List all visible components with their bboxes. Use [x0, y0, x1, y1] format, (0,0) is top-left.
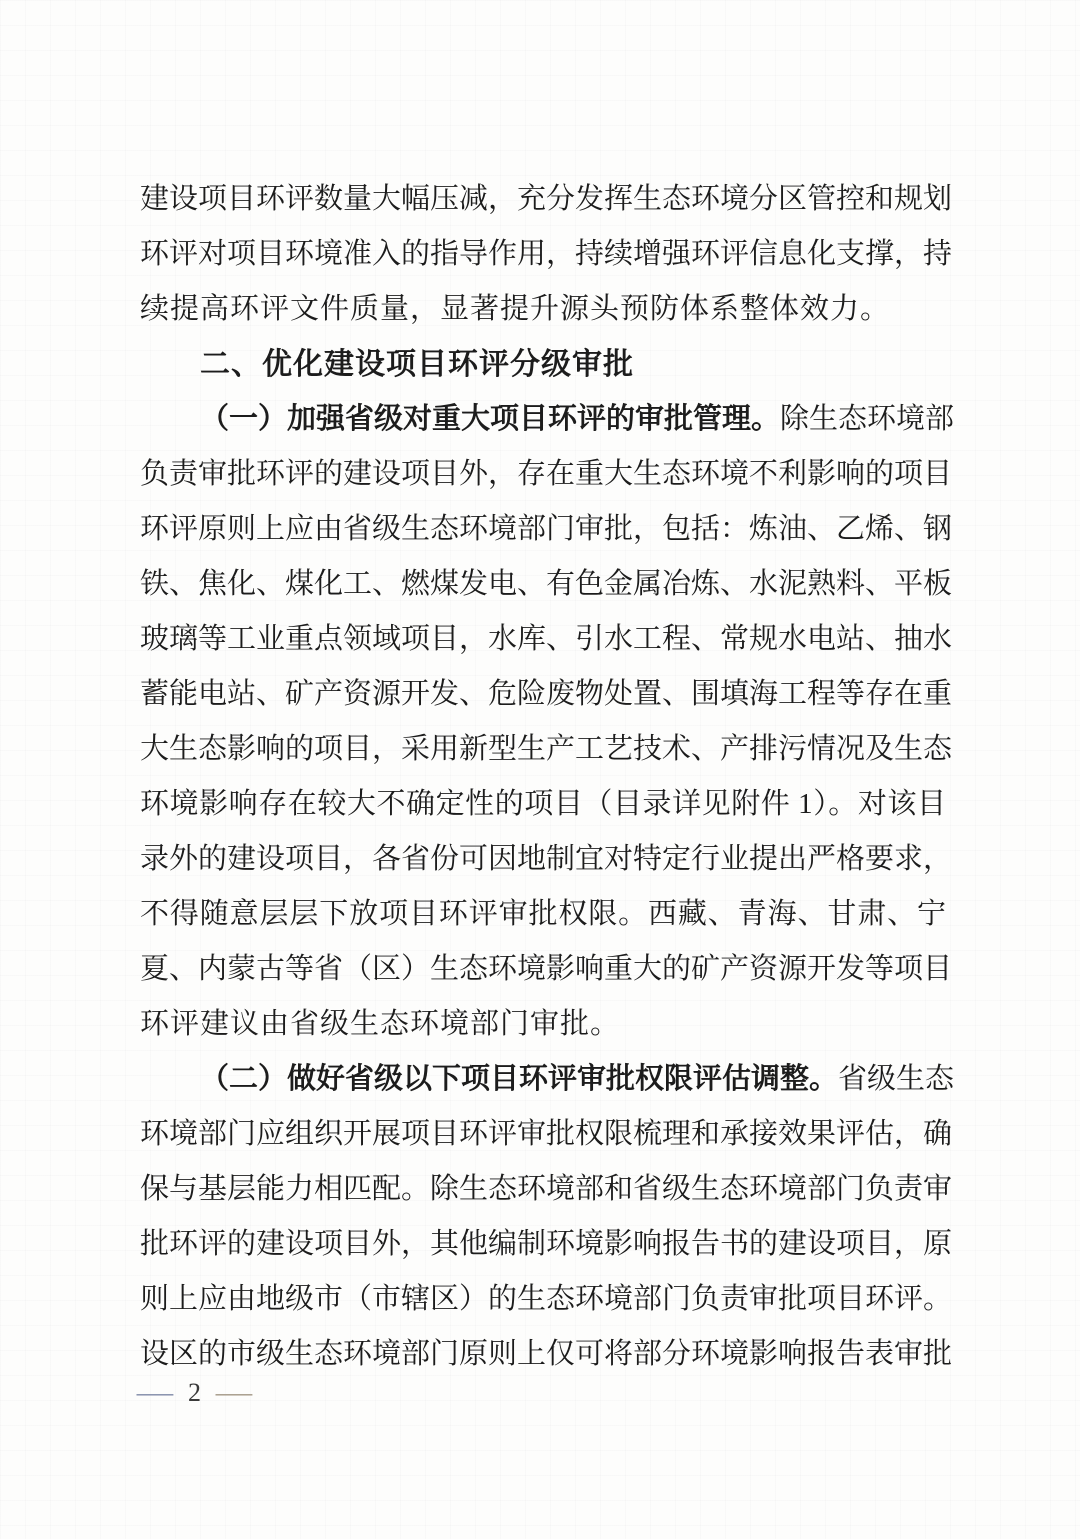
- line-text: 则上应由地级市（市辖区）的生态环境部门负责审批项目环评。: [140, 1283, 953, 1315]
- line-text: 玻璃等工业重点领域项目，水库、引水工程、常规水电站、抽水: [140, 623, 953, 655]
- body-line: [140, 1162, 953, 1217]
- body-line: [140, 1107, 953, 1162]
- line-text: 录外的建设项目，各省份可因地制宜对特定行业提出严格要求，: [140, 843, 953, 875]
- line-text: 不得随意层层下放项目环评审批权限。西藏、青海、甘肃、宁: [140, 898, 946, 930]
- body-line: [140, 887, 946, 942]
- body-line: [140, 1052, 955, 1107]
- body-line: [140, 172, 953, 227]
- line-text: 夏、内蒙古等省（区）生态环境影响重大的矿产资源开发等项目: [140, 953, 953, 985]
- body-line: [140, 1217, 953, 1272]
- line-text: 省级生态: [838, 1063, 955, 1095]
- line-text: 设区的市级生态环境部门原则上仅可将部分环境影响报告表审批: [140, 1338, 953, 1370]
- body-line: [140, 777, 946, 832]
- body-line: [140, 667, 953, 722]
- line-text: 建设项目环评数量大幅压减，充分发挥生态环境分区管控和规划: [140, 183, 953, 215]
- body-line: [140, 722, 953, 777]
- body-line: [140, 1272, 953, 1327]
- paragraph-lead: （二）做好省级以下项目环评审批权限评估调整。: [200, 1063, 839, 1095]
- body-line: [140, 392, 955, 447]
- body-line: [140, 447, 953, 502]
- page-footer: [136, 1372, 253, 1414]
- body-line: [140, 282, 946, 337]
- document-body: [140, 172, 955, 1382]
- heading-text: 二、优化建设项目环评分级审批: [200, 348, 634, 381]
- footer-dash-right: —: [215, 1378, 253, 1407]
- line-text: 环评原则上应由省级生态环境部门审批，包括：炼油、乙烯、钢: [140, 513, 953, 545]
- line-text: 环评对项目环境准入的指导作用，持续增强环评信息化支撑，持: [140, 238, 953, 270]
- line-text: 除生态环境部: [780, 403, 955, 435]
- body-line: [140, 227, 953, 282]
- body-line: [140, 942, 953, 997]
- body-line: [140, 557, 953, 612]
- page-number: 2: [188, 1378, 201, 1407]
- section-heading: [140, 337, 946, 392]
- body-line: [140, 502, 953, 557]
- line-text: 续提高环评文件质量，显著提升源头预防体系整体效力。: [140, 293, 891, 325]
- line-text: 批环评的建设项目外，其他编制环境影响报告书的建设项目，原: [140, 1228, 953, 1260]
- line-text: 保与基层能力相匹配。除生态环境部和省级生态环境部门负责审: [140, 1173, 953, 1205]
- paragraph-lead: （一）加强省级对重大项目环评的审批管理。: [200, 403, 781, 435]
- body-line: [140, 997, 946, 1052]
- line-text: 大生态影响的项目，采用新型生产工艺技术、产排污情况及生态: [140, 733, 953, 765]
- line-text: 环评建议由省级生态环境部门审批。: [140, 1008, 621, 1040]
- line-text: 铁、焦化、煤化工、燃煤发电、有色金属冶炼、水泥熟料、平板: [140, 568, 953, 600]
- footer-dash-left: —: [136, 1378, 174, 1407]
- line-text: 环境部门应组织开展项目环评审批权限梳理和承接效果评估，确: [140, 1118, 953, 1150]
- line-text: 环境影响存在较大不确定性的项目（目录详见附件 1）。对该目: [140, 788, 946, 820]
- body-line: [140, 832, 953, 887]
- line-text: 负责审批环评的建设项目外，存在重大生态环境不利影响的项目: [140, 458, 953, 490]
- body-line: [140, 612, 953, 667]
- line-text: 蓄能电站、矿产资源开发、危险废物处置、围填海工程等存在重: [140, 678, 953, 710]
- body-line: [140, 1327, 953, 1382]
